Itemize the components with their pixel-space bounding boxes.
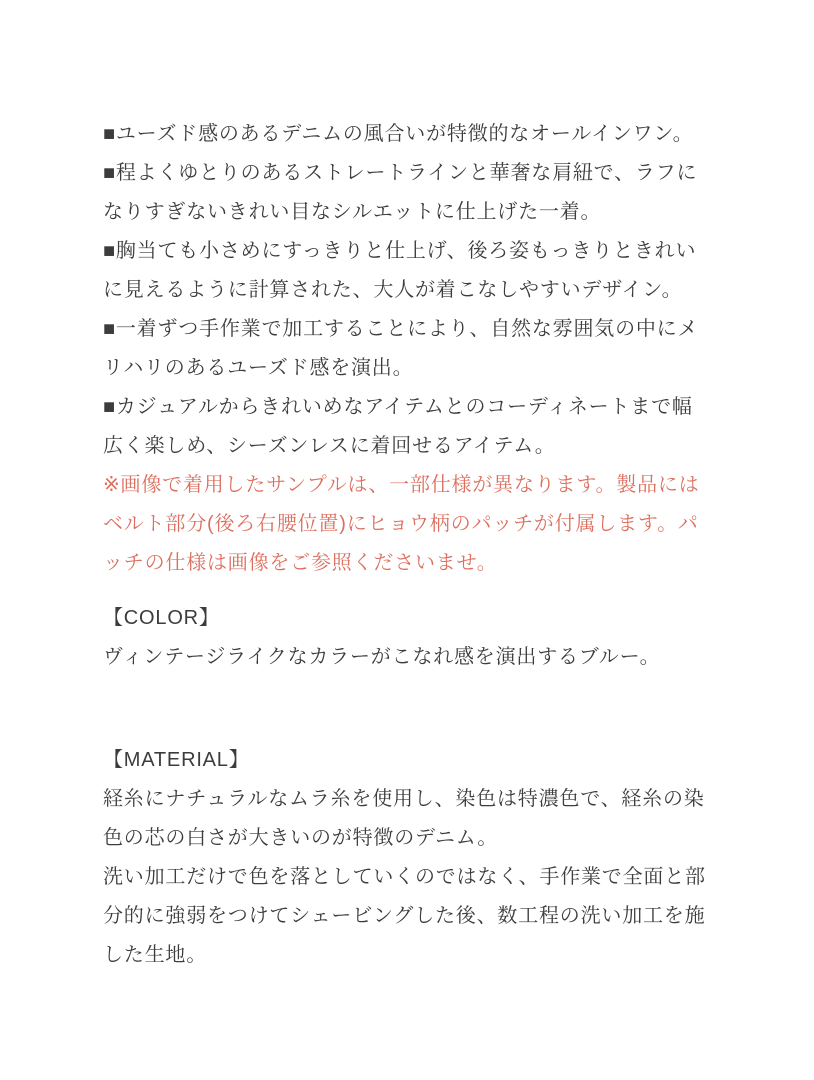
material-section-body: 経糸にナチュラルなムラ糸を使用し、染色は特濃色で、経糸の染色の芯の白さが大きいのが特徴のデニム。 — [103, 788, 705, 849]
feature-bullet: ■程よくゆとりのあるストレートラインと華奢な肩紐で、ラフになりすぎないきれい目なシルエットに仕上げた一着。 — [103, 162, 698, 223]
product-description — [103, 115, 713, 975]
feature-bullet: ■ユーズド感のあるデニムの風合いが特徴的なオールインワン。 — [103, 123, 694, 145]
feature-bullet: ■胸当ても小さめにすっきりと仕上げ、後ろ姿もっきりときれいに見えるように計算された、大人が着こなしやすいデザイン。 — [103, 240, 697, 301]
material-section — [103, 741, 713, 975]
color-section-body: ヴィンテージライクなカラーがこなれ感を演出するブルー。 — [103, 646, 661, 668]
sample-difference-note: ※画像で着用したサンプルは、一部仕様が異なります。製品にはベルト部分(後ろ右腰位置)にヒョウ柄のパッチが付属します。パッチの仕様は画像をご参照くださいませ。 — [103, 474, 700, 574]
material-section-body: 洗い加工だけで色を落としていくのではなく、手作業で全面と部分的に強弱をつけてシェービングした後、数工程の洗い加工を施した生地。 — [103, 866, 706, 966]
color-section-heading: 【COLOR】 — [103, 607, 220, 629]
color-section — [103, 599, 713, 677]
feature-bullet: ■一着ずつ手作業で加工することにより、自然な雰囲気の中にメリハリのあるユーズド感を演出。 — [103, 318, 699, 379]
feature-bullet: ■カジュアルからきれいめなアイテムとのコーディネートまで幅広く楽しめ、シーズンレスに着回せるアイテム。 — [103, 396, 693, 457]
material-section-heading: 【MATERIAL】 — [103, 749, 250, 771]
